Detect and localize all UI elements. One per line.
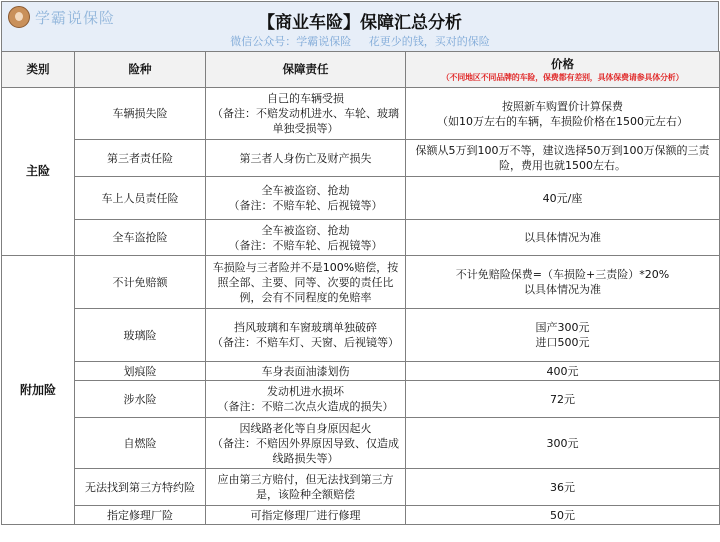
row-type: 第三者责任险 bbox=[75, 140, 206, 177]
column-header-price bbox=[406, 52, 720, 88]
row-coverage: 第三者人身伤亡及财产损失 bbox=[206, 140, 406, 177]
sheet-header bbox=[1, 1, 719, 51]
row-price: 以具体情况为准 bbox=[406, 220, 720, 256]
row-price: 300元 bbox=[406, 418, 720, 469]
row-coverage: 全车被盗窃、抢劫 （备注：不赔车轮、后视镜等） bbox=[206, 177, 406, 220]
insurance-summary-sheet bbox=[1, 1, 719, 540]
coverage-table bbox=[1, 51, 720, 525]
row-type: 玻璃险 bbox=[75, 309, 206, 362]
row-price: 按照新车购置价计算保费 （如10万左右的车辆，车损险价格在1500元左右） bbox=[406, 88, 720, 140]
table-row bbox=[2, 256, 720, 309]
table-row bbox=[2, 362, 720, 381]
row-coverage: 可指定修理厂进行修理 bbox=[206, 506, 406, 525]
row-price: 50元 bbox=[406, 506, 720, 525]
table-row bbox=[2, 506, 720, 525]
row-coverage: 车身表面油漆划伤 bbox=[206, 362, 406, 381]
table-row bbox=[2, 220, 720, 256]
row-type: 不计免赔额 bbox=[75, 256, 206, 309]
row-price: 72元 bbox=[406, 381, 720, 418]
row-price: 不计免赔险保费=（车损险+三责险）*20% 以具体情况为准 bbox=[406, 256, 720, 309]
table-row bbox=[2, 88, 720, 140]
row-type: 车上人员责任险 bbox=[75, 177, 206, 220]
price-header-label: 价格 bbox=[551, 56, 574, 71]
page-title: 【商业车险】保障汇总分析 bbox=[258, 13, 462, 33]
row-type: 车辆损失险 bbox=[75, 88, 206, 140]
row-coverage: 发动机进水损坏 （备注：不赔二次点火造成的损失） bbox=[206, 381, 406, 418]
row-price: 36元 bbox=[406, 469, 720, 506]
row-coverage: 自己的车辆受损 （备注：不赔发动机进水、车轮、玻璃单独受损等） bbox=[206, 88, 406, 140]
category-addon: 附加险 bbox=[2, 256, 75, 525]
row-coverage: 因线路老化等自身原因起火 （备注：不赔因外界原因导致、仅造成线路损失等） bbox=[206, 418, 406, 469]
row-type: 全车盗抢险 bbox=[75, 220, 206, 256]
table-row bbox=[2, 418, 720, 469]
row-type: 指定修理厂险 bbox=[75, 506, 206, 525]
category-main: 主险 bbox=[2, 88, 75, 256]
brand-name: 学霸说保险 bbox=[35, 8, 116, 27]
subtitle-account: 微信公众号：学霸说保险 bbox=[230, 35, 352, 48]
row-coverage: 全车被盗窃、抢劫 （备注：不赔车轮、后视镜等） bbox=[206, 220, 406, 256]
row-price: 40元/座 bbox=[406, 177, 720, 220]
subtitle-slogan: 花更少的钱，买对的保险 bbox=[368, 35, 490, 48]
row-coverage: 挡风玻璃和车窗玻璃单独破碎 （备注：不赔车灯、天窗、后视镜等） bbox=[206, 309, 406, 362]
table-row bbox=[2, 381, 720, 418]
row-type: 自燃险 bbox=[75, 418, 206, 469]
column-header-coverage: 保障责任 bbox=[206, 52, 406, 88]
table-row bbox=[2, 469, 720, 506]
row-price: 保额从5万到100万不等，建议选择50万到100万保额的三责险，费用也就1500左右。 bbox=[406, 140, 720, 177]
row-type: 划痕险 bbox=[75, 362, 206, 381]
row-coverage: 车损险与三者险并不是100%赔偿，按照全部、主要、同等、次要的责任比例，会有不同程度的免赔率 bbox=[206, 256, 406, 309]
row-type: 无法找到第三方特约险 bbox=[75, 469, 206, 506]
column-header-category: 类别 bbox=[2, 52, 75, 88]
table-row bbox=[2, 309, 720, 362]
subtitle bbox=[2, 33, 718, 49]
table-header-row bbox=[2, 52, 720, 88]
column-header-type: 险种 bbox=[75, 52, 206, 88]
table-row bbox=[2, 177, 720, 220]
price-header-note: （不同地区不同品牌的车险，保费都有差别，具体保费请参具体分析） bbox=[441, 72, 684, 82]
row-coverage: 应由第三方赔付，但无法找到第三方是，该险种全额赔偿 bbox=[206, 469, 406, 506]
row-type: 涉水险 bbox=[75, 381, 206, 418]
row-price: 400元 bbox=[406, 362, 720, 381]
table-row bbox=[2, 140, 720, 177]
row-price: 国产300元 进口500元 bbox=[406, 309, 720, 362]
